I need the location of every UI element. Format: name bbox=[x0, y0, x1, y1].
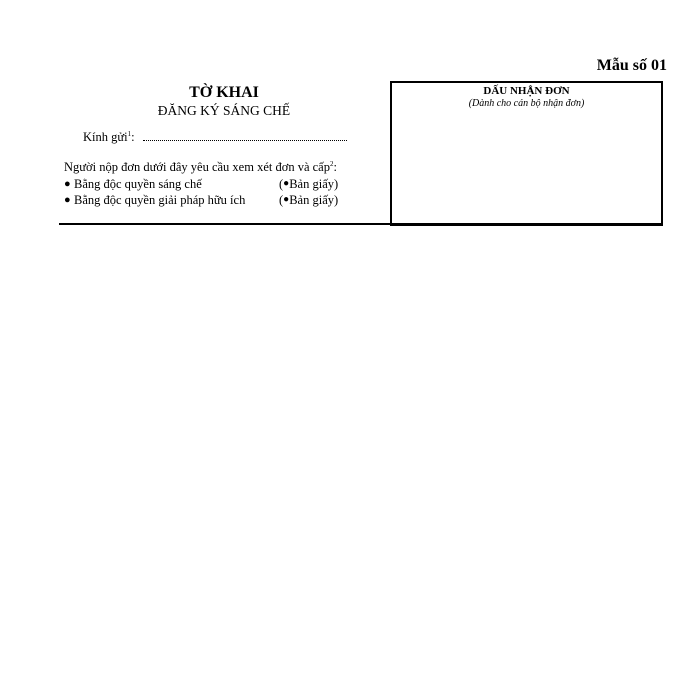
request-statement bbox=[64, 156, 338, 176]
footnote-marker: 1 bbox=[127, 130, 132, 138]
recipient-colon: : bbox=[131, 130, 135, 144]
form-number: Mẫu số 01 bbox=[596, 57, 667, 74]
stamp-box-title: DẤU NHẬN ĐƠN bbox=[483, 85, 570, 97]
request-text: Người nộp đơn dưới đây yêu cầu xem xét đơn và cấp bbox=[64, 160, 330, 174]
recipient-label: Kính gửi bbox=[83, 130, 128, 144]
option-label: Bằng độc quyền giải pháp hữu ích bbox=[74, 193, 246, 207]
request-colon: : bbox=[333, 160, 337, 174]
recipient-line bbox=[83, 130, 347, 145]
header-divider bbox=[59, 223, 662, 225]
format-prefix: ( bbox=[279, 177, 284, 191]
option-invention-patent[interactable] bbox=[64, 176, 338, 192]
request-section bbox=[64, 156, 338, 208]
option-utility-solution-patent[interactable] bbox=[64, 192, 338, 208]
bullet-icon: ● bbox=[283, 194, 290, 205]
format-label: Bản giấy) bbox=[289, 177, 339, 191]
form-title: TỜ KHAI bbox=[189, 84, 259, 101]
receipt-stamp-box bbox=[390, 81, 663, 226]
form-subtitle: ĐĂNG KÝ SÁNG CHẾ bbox=[157, 103, 291, 118]
option-label: Bằng độc quyền sáng chế bbox=[74, 177, 202, 191]
format-label: Bản giấy) bbox=[289, 193, 339, 207]
form-header bbox=[59, 84, 389, 207]
stamp-box-note: (Dành cho cán bộ nhận đơn) bbox=[468, 98, 585, 109]
footnote-marker: 2 bbox=[329, 160, 334, 168]
bullet-icon: ● bbox=[283, 178, 290, 189]
bullet-icon: ● bbox=[64, 178, 71, 190]
format-prefix: ( bbox=[279, 193, 284, 207]
bullet-icon: ● bbox=[64, 194, 71, 206]
recipient-blank-field[interactable] bbox=[143, 130, 347, 141]
